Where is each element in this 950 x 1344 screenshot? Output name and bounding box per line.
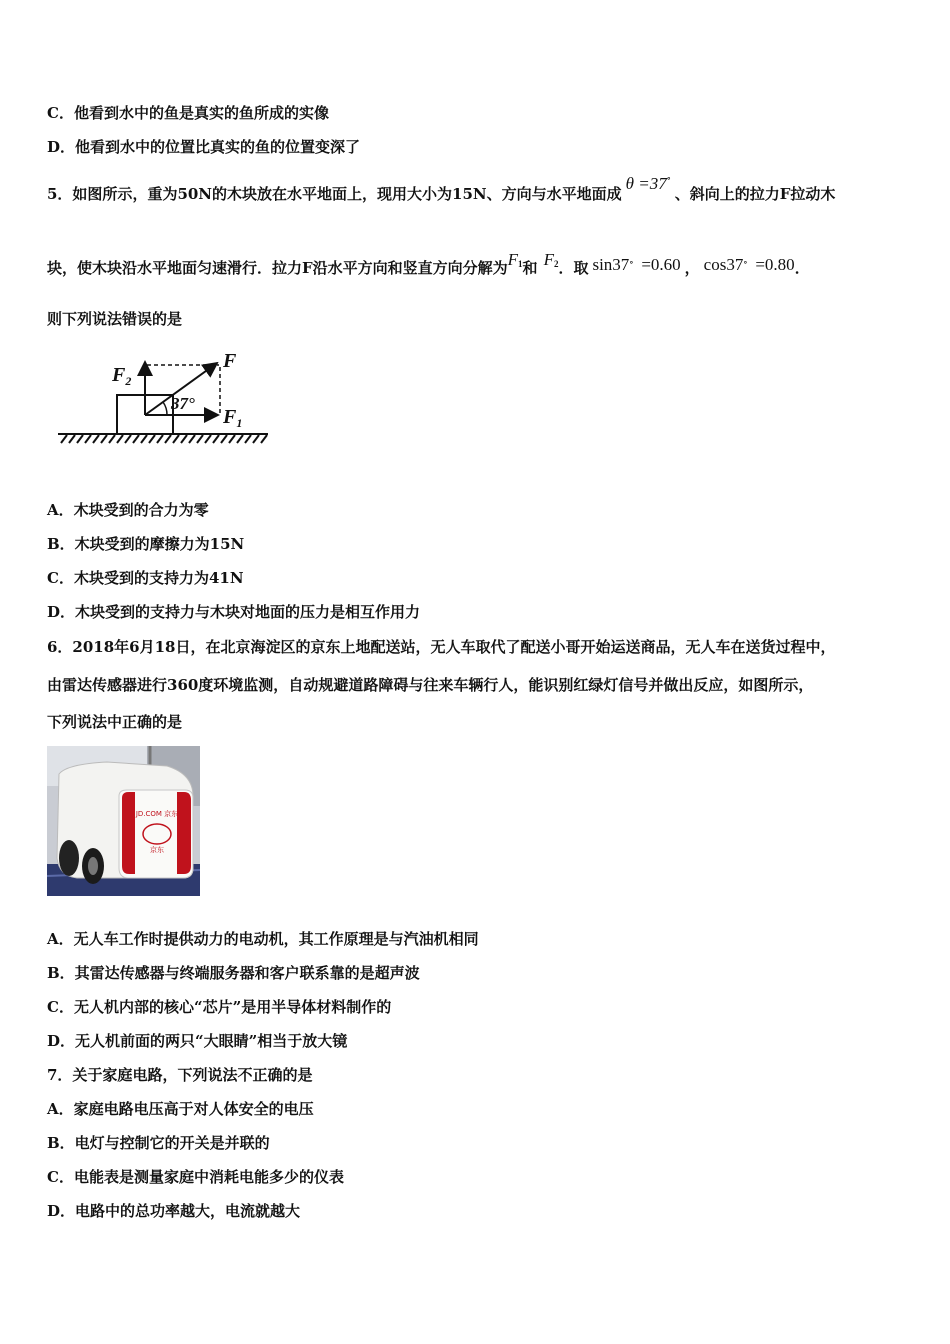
q5-take: ．取 bbox=[558, 259, 589, 277]
q5-stem-line2 bbox=[47, 250, 810, 278]
figure-label-angle: 37° bbox=[171, 394, 195, 413]
q7-option-c: C．电能表是测量家庭中消耗电能多少的仪表 bbox=[47, 1168, 344, 1186]
q5-and: 和 bbox=[522, 259, 538, 277]
q7-stem: 7．关于家庭电路，下列说法不正确的是 bbox=[47, 1066, 313, 1084]
q5-f1-subscript: 1 bbox=[518, 259, 523, 269]
q5-f2-symbol: F bbox=[543, 250, 554, 269]
q5-stem-line2-text: 块，使木块沿水平地面匀速滑行．拉力F沿水平方向和竖直方向分解为 bbox=[47, 259, 508, 277]
q6-stem-line2: 由雷达传感器进行360度环境监测，自动规避道路障碍与往来车辆行人，能识别红绿灯信号并做出反应，如图所示， bbox=[47, 676, 814, 694]
q5-option-b: B．木块受到的摩擦力为15N bbox=[47, 535, 245, 553]
q7-option-a: A．家庭电路电压高于对人体安全的电压 bbox=[47, 1100, 314, 1118]
q5-option-c: C．木块受到的支持力为41N bbox=[47, 569, 244, 587]
q5-comma: ， bbox=[684, 259, 700, 277]
q5-f2-subscript: 2 bbox=[553, 259, 559, 269]
q7-option-b: B．电灯与控制它的开关是并联的 bbox=[47, 1134, 270, 1152]
q5-stem-line1 bbox=[47, 174, 836, 204]
q5-option-d: D．木块受到的支持力与木块对地面的压力是相互作用力 bbox=[47, 603, 421, 621]
q5-stem-text: 5．如图所示，重为50N的木块放在水平地面上，现用大小为15N、方向与水平地面成 bbox=[47, 185, 622, 203]
q6-option-d: D．无人机前面的两只“大眼睛”相当于放大镜 bbox=[47, 1032, 348, 1050]
delivery-robot-photo bbox=[47, 746, 200, 896]
angle-arc bbox=[163, 402, 167, 415]
q5-sin-value: =0.60 bbox=[641, 255, 681, 274]
q5-f1-symbol: F bbox=[507, 250, 519, 269]
q5-theta-expression: θ =37 bbox=[625, 174, 667, 193]
figure-label-f1: $F_1$ bbox=[223, 406, 243, 430]
ground-hatch bbox=[58, 434, 268, 443]
q5-stem-tail: 、斜向上的拉力F拉动木 bbox=[674, 185, 836, 203]
force-diagram bbox=[55, 345, 275, 450]
q6-stem-line1: 6．2018年6月18日，在北京海淀区的京东上地配送站，无人车取代了配送小哥开始运送商品，无人车在送货过程中， bbox=[47, 638, 836, 656]
q6-option-c: C．无人机内部的核心“芯片”是用半导体材料制作的 bbox=[47, 998, 392, 1016]
q6-option-a: A．无人车工作时提供动力的电动机，其工作原理是与汽油机相同 bbox=[47, 930, 479, 948]
q5-theta-degree: ° bbox=[666, 175, 671, 185]
figure-label-f2: $F_2$ bbox=[112, 364, 132, 388]
q4-option-c: C．他看到水中的鱼是真实的鱼所成的实像 bbox=[47, 104, 329, 122]
q5-cos-degree: ° bbox=[743, 259, 748, 269]
car-brand-text: JD.COM 京东 bbox=[135, 810, 179, 818]
q5-stem-line3: 则下列说法错误的是 bbox=[47, 310, 183, 328]
q5-cos-value: =0.80 bbox=[755, 255, 795, 274]
q5-period: ． bbox=[794, 259, 810, 277]
q7-option-d: D．电路中的总功率越大，电流就越大 bbox=[47, 1202, 301, 1220]
car-logo-text: 京东 bbox=[150, 846, 164, 854]
q6-stem-line3: 下列说法中正确的是 bbox=[47, 713, 183, 731]
figure-label-f: F bbox=[223, 350, 237, 372]
q5-option-a: A．木块受到的合力为零 bbox=[47, 501, 209, 519]
q5-sin-expression: sin37 bbox=[592, 255, 630, 274]
q5-cos-expression: cos37 bbox=[703, 255, 744, 274]
q5-sin-degree: ° bbox=[629, 259, 634, 269]
q4-option-d: D．他看到水中的位置比真实的鱼的位置变深了 bbox=[47, 138, 361, 156]
q6-option-b: B．其雷达传感器与终端服务器和客户联系靠的是超声波 bbox=[47, 964, 420, 982]
